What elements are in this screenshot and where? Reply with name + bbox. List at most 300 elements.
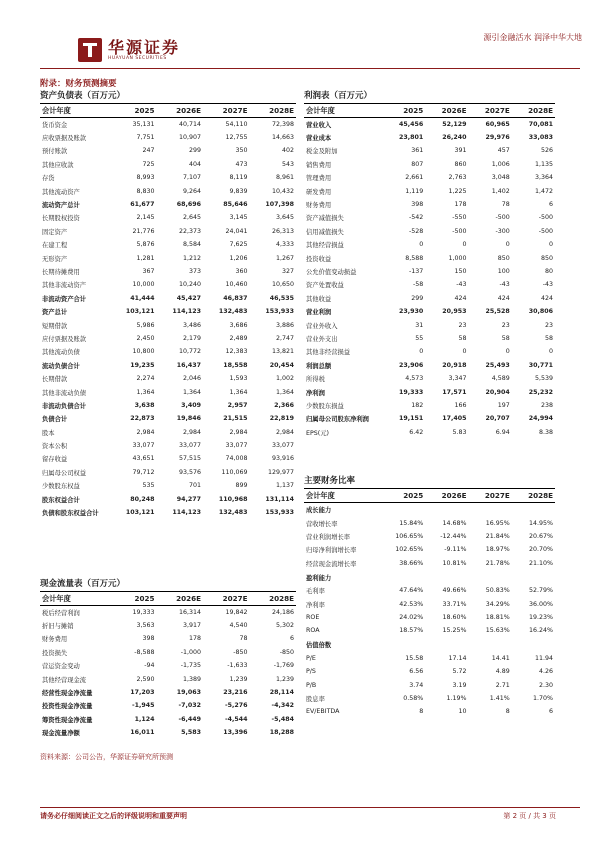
column-header: 2028E [512, 104, 555, 118]
cell-value: 18.57% [399, 627, 424, 635]
cell-value: 20,707 [485, 415, 510, 423]
cell-value: 2.30 [538, 681, 553, 689]
cell-value: 49.66% [442, 587, 467, 595]
row-label: 净利率 [306, 601, 325, 609]
table-row [40, 506, 296, 519]
column-header: 2028E [512, 489, 555, 503]
row-label: 在建工程 [42, 242, 68, 250]
cell-value [512, 638, 555, 652]
cell-value: 20.70% [528, 546, 553, 554]
cell-value: 14,663 [271, 134, 294, 142]
cell-value: 8,830 [136, 187, 155, 195]
cell-value: -9.11% [444, 546, 467, 554]
table-row [40, 211, 296, 224]
cell-value: 34.29% [485, 600, 510, 608]
balance-sheet-table [40, 103, 296, 519]
row-label: 净利润 [306, 389, 325, 397]
table-row [304, 184, 555, 197]
row-label: 货币资金 [42, 121, 68, 129]
cell-value: 178 [454, 201, 467, 209]
cell-value: 80,248 [130, 495, 155, 503]
cell-value: 33,083 [528, 134, 553, 142]
cell-value: 12,755 [225, 134, 248, 142]
row-label: 其他流动负债 [42, 349, 80, 357]
cell-value: 23 [501, 321, 510, 329]
cell-value: 1,364 [229, 388, 248, 396]
cell-value: 725 [142, 160, 155, 168]
row-label: 现金流量净额 [42, 730, 80, 738]
cell-value: 47.64% [399, 587, 424, 595]
cell-value: 7,625 [229, 241, 248, 249]
cell-value: 2,645 [182, 214, 201, 222]
row-label: 筹资性现金净流量 [42, 716, 93, 724]
table-row [304, 225, 555, 238]
cell-value: 10,772 [178, 348, 201, 356]
cell-value: -6,449 [178, 715, 201, 723]
cell-value: 391 [454, 147, 467, 155]
cell-value: 18,288 [269, 729, 294, 737]
table-row [304, 705, 555, 718]
row-label: 少数股东损益 [306, 402, 344, 410]
row-label: EV/EBITDA [306, 708, 340, 716]
row-label: 营业成本 [306, 135, 332, 143]
cell-value: 2.71 [495, 681, 510, 689]
cell-value: 33,077 [132, 442, 155, 450]
table-row [304, 131, 555, 144]
cell-value: 110,069 [221, 468, 248, 476]
cell-value: 3.19 [452, 681, 467, 689]
row-label: 长期股权投资 [42, 215, 80, 223]
cell-value: 14.95% [528, 519, 553, 527]
cell-value: -5,484 [271, 715, 294, 723]
table-row [40, 238, 296, 251]
cell-value: 6.56 [409, 668, 424, 676]
cell-value: -300 [495, 227, 510, 235]
cell-value: 404 [188, 160, 201, 168]
cell-value: 10,460 [225, 281, 248, 289]
cell-value: 3,886 [275, 321, 294, 329]
cell-value: -94 [144, 662, 155, 670]
cell-value: -7,032 [178, 702, 201, 710]
cell-value: 24,994 [528, 415, 553, 423]
row-label: 资产总计 [42, 309, 68, 317]
cell-value: -1,000 [180, 648, 201, 656]
cell-value: 21.84% [485, 533, 510, 541]
cell-value: 402 [281, 147, 294, 155]
row-label: 营运资金变动 [42, 663, 80, 671]
row-label: 研发费用 [306, 188, 332, 196]
cell-value: 424 [497, 294, 510, 302]
row-label: ROE [306, 614, 320, 622]
cell-value: 23 [458, 321, 467, 329]
table-row [40, 399, 296, 412]
cell-value: 1,364 [182, 388, 201, 396]
row-label: 财务费用 [42, 636, 68, 644]
data-source-note: 资料来源：公司公告，华源证券研究所预测 [40, 753, 173, 761]
table-row [40, 686, 296, 699]
cell-value: 0 [419, 241, 424, 249]
cell-value: 17,571 [442, 388, 467, 396]
column-header: 2027E [469, 104, 512, 118]
table-row [304, 158, 555, 171]
table-row [40, 305, 296, 318]
income-statement-table [304, 103, 555, 439]
table-row [304, 305, 555, 318]
cell-value: 4.89 [495, 668, 510, 676]
cell-value: 2,046 [182, 375, 201, 383]
cell-value: 197 [497, 401, 510, 409]
cell-value: 33,077 [271, 442, 294, 450]
cell-value: -528 [408, 227, 424, 235]
cell-value: 1,593 [229, 375, 248, 383]
cell-value: 94,277 [176, 495, 201, 503]
cell-value [425, 638, 468, 652]
row-label: 公允价值变动损益 [306, 268, 357, 276]
row-label: ROA [306, 627, 320, 635]
cell-value: 16.24% [528, 627, 553, 635]
cell-value [469, 638, 512, 652]
cell-value: 3,048 [491, 174, 510, 182]
cell-value: 33.71% [442, 600, 467, 608]
cell-value [425, 503, 468, 517]
cell-value: 20,904 [485, 388, 510, 396]
cell-value: 19,063 [176, 689, 201, 697]
column-header: 2027E [469, 489, 512, 503]
cell-value: 2,274 [136, 375, 155, 383]
table-row [40, 412, 296, 425]
cell-value: 38.66% [399, 559, 424, 567]
cell-value: 25,493 [485, 361, 510, 369]
table-row [304, 678, 555, 691]
cell-value: 41,444 [130, 294, 155, 302]
cell-value: 2,366 [274, 401, 294, 409]
table-row [40, 359, 296, 372]
cell-value: 114,123 [172, 308, 201, 316]
cell-value: 23,906 [398, 361, 424, 369]
cell-value: 114,123 [172, 509, 201, 517]
table-row [304, 198, 555, 211]
cell-value: 1,267 [275, 254, 294, 262]
row-label: 资产减值损失 [306, 215, 344, 223]
row-label: 估值倍数 [306, 642, 332, 650]
table-row [304, 345, 555, 358]
cell-value: 106.65% [395, 533, 424, 541]
table-row [40, 466, 296, 479]
table-row [304, 665, 555, 678]
cell-value: 23,930 [398, 308, 424, 316]
cell-value: 4,573 [405, 375, 424, 383]
column-header: 2026E [425, 489, 468, 503]
table-row [40, 699, 296, 712]
cell-value: 10,000 [132, 281, 155, 289]
cell-value: 16.95% [485, 519, 510, 527]
cell-value: 46,535 [269, 294, 294, 302]
row-label: 留存收益 [42, 456, 68, 464]
table-row [40, 632, 296, 645]
table-row [304, 543, 555, 556]
cell-value: 2,984 [229, 428, 248, 436]
header-divider [40, 68, 580, 69]
cell-value: 13,821 [271, 348, 294, 356]
cell-value: 4,589 [491, 375, 510, 383]
table-row [304, 611, 555, 624]
cell-value: 8,588 [405, 254, 424, 262]
cell-value: 14.41 [491, 654, 510, 662]
cell-value: 29,976 [485, 134, 510, 142]
cell-value: 16,011 [130, 729, 155, 737]
cell-value: 1,124 [134, 715, 155, 723]
table-row [40, 332, 296, 345]
cell-value: 10 [458, 708, 467, 716]
cell-value: 1,281 [136, 254, 155, 262]
column-header: 2028E [250, 104, 297, 118]
cell-value: 42.53% [399, 600, 424, 608]
cell-value: 10,800 [132, 348, 155, 356]
cell-value: 25,528 [485, 308, 510, 316]
row-label: 所得税 [306, 376, 325, 384]
cell-value: 4,540 [229, 622, 248, 630]
cell-value: 103,121 [125, 308, 155, 316]
row-label: 无形资产 [42, 255, 68, 263]
cell-value: 40,714 [178, 120, 201, 128]
cell-value: 26,240 [442, 134, 467, 142]
cell-value: 93,576 [178, 468, 201, 476]
row-label: 盈利能力 [306, 574, 332, 582]
cell-value: 72,398 [271, 120, 294, 128]
cell-value: 21.78% [485, 559, 510, 567]
ratios-section [304, 474, 555, 719]
cell-value: 18.81% [485, 614, 510, 622]
table-row [304, 118, 555, 131]
cell-value: 1,000 [448, 254, 467, 262]
row-label: 营业利润增长率 [306, 534, 351, 542]
table-row [304, 211, 555, 224]
table-row [304, 399, 555, 412]
cell-value: 19,235 [130, 361, 155, 369]
cell-value: 1,402 [491, 187, 510, 195]
row-label: 流动负债合计 [42, 362, 80, 370]
cell-value: 178 [188, 635, 201, 643]
table-row [40, 131, 296, 144]
cell-value: 1,364 [136, 388, 155, 396]
table-row [40, 726, 296, 739]
cell-value: 5,986 [136, 321, 155, 329]
row-label: 其他非流动负债 [42, 389, 87, 397]
cell-value: 15.63% [485, 627, 510, 635]
column-header: 2027E [203, 592, 250, 606]
row-label: 管理费用 [306, 175, 332, 183]
cell-value: 12,383 [225, 348, 248, 356]
logo-emblem-icon [78, 38, 102, 62]
cell-value: 61,677 [130, 201, 155, 209]
cell-value: 35,131 [132, 120, 155, 128]
logo-subtext: HUAYUAN SECURITIES [108, 55, 167, 61]
table-row [40, 479, 296, 492]
table-row [304, 584, 555, 597]
cell-value: 16,314 [178, 608, 201, 616]
cell-value [469, 503, 512, 517]
logo-text: 华源证券 [108, 37, 181, 57]
cell-value: -58 [412, 281, 424, 289]
row-label: 其他应收款 [42, 161, 74, 169]
row-label: 负债合计 [42, 416, 68, 424]
cell-value: 110,968 [218, 495, 248, 503]
row-label: 其他收益 [306, 295, 332, 303]
cell-value: 54,110 [225, 120, 248, 128]
cell-value: 10,432 [271, 187, 294, 195]
cell-value: 13,396 [223, 729, 248, 737]
row-label: 短期借款 [42, 322, 68, 330]
cell-value [382, 503, 425, 517]
cell-value [425, 570, 468, 584]
cell-value: 36.00% [528, 600, 553, 608]
cell-value: 0 [505, 241, 510, 249]
cell-value: 14.68% [442, 519, 467, 527]
cell-value: 350 [235, 147, 248, 155]
cell-value: 543 [281, 160, 294, 168]
cell-value: 102.65% [395, 546, 424, 554]
cell-value: 2,590 [136, 675, 155, 683]
row-label: 其他经营损益 [306, 242, 344, 250]
cell-value: 8.38 [538, 428, 553, 436]
cell-value: 11.94 [534, 654, 553, 662]
cell-value: -500 [538, 214, 553, 222]
cell-value: -43 [542, 281, 553, 289]
cell-value: 3,917 [182, 622, 201, 630]
cell-value: 19,333 [398, 388, 424, 396]
table-row [40, 452, 296, 465]
cell-value: 0 [505, 348, 510, 356]
cell-value: 15.84% [399, 519, 424, 527]
cell-value: 58 [501, 334, 510, 342]
table-row [40, 372, 296, 385]
cell-value: 6 [548, 708, 553, 716]
cell-value: 52.79% [528, 587, 553, 595]
cell-value: 850 [540, 254, 553, 262]
cell-value: -1,735 [180, 662, 201, 670]
cell-value: 4.26 [538, 668, 553, 676]
table-row [40, 251, 296, 264]
column-header: 2026E [425, 104, 468, 118]
cell-value: 7,751 [136, 134, 155, 142]
row-label: 成长能力 [306, 507, 332, 515]
table-row [304, 372, 555, 385]
cell-value: 18,558 [223, 361, 248, 369]
cell-value: 31 [415, 321, 424, 329]
row-label: 营业收入 [306, 121, 332, 129]
table-row [40, 492, 296, 505]
row-label: 负债和股东权益合计 [42, 510, 99, 518]
cell-value: 2,450 [136, 334, 155, 342]
cell-value: 0 [419, 348, 424, 356]
table-row [40, 144, 296, 157]
row-label: 固定资产 [42, 228, 68, 236]
cell-value: 2,145 [136, 214, 155, 222]
cell-value: 131,114 [265, 495, 294, 503]
row-label: 资产处置收益 [306, 282, 344, 290]
table-row [304, 385, 555, 398]
cell-value: -500 [538, 227, 553, 235]
table-row [304, 265, 555, 278]
cell-value: 70,081 [528, 120, 553, 128]
cell-value: 45,456 [398, 120, 424, 128]
row-label: 折旧与摊销 [42, 623, 74, 631]
cell-value: 19,842 [225, 608, 248, 616]
cell-value [512, 570, 555, 584]
table-row [40, 385, 296, 398]
table-row [40, 292, 296, 305]
table-row [40, 184, 296, 197]
cell-value: 43,651 [132, 455, 155, 463]
cell-value: -500 [452, 227, 467, 235]
table-row [304, 503, 555, 517]
row-label: 投资损失 [42, 649, 68, 657]
column-header: 会计年度 [304, 489, 382, 503]
cell-value: 327 [281, 267, 294, 275]
cell-value: 1.41% [489, 694, 510, 702]
cell-value: 5,302 [275, 622, 294, 630]
table-row [40, 278, 296, 291]
cell-value: 50.83% [485, 587, 510, 595]
cell-value: 85,646 [223, 201, 248, 209]
table-row [40, 619, 296, 632]
cell-value: 899 [235, 482, 248, 490]
row-label: 应收票据及账款 [42, 135, 87, 143]
cell-value: 129,977 [267, 468, 294, 476]
cell-value: 1,364 [275, 388, 294, 396]
cash-flow-table [40, 591, 296, 739]
cell-value: 10,240 [178, 281, 201, 289]
cell-value: -43 [499, 281, 510, 289]
cell-value: 153,933 [265, 509, 294, 517]
cell-value: 23 [544, 321, 553, 329]
cell-value: 93,916 [271, 455, 294, 463]
cell-value: 5.83 [452, 428, 467, 436]
cell-value: 57,515 [178, 455, 201, 463]
cell-value: 424 [540, 294, 553, 302]
cell-value: 9,839 [229, 187, 248, 195]
cell-value: 9,264 [182, 187, 201, 195]
cell-value: 807 [411, 160, 424, 168]
table-row [304, 570, 555, 584]
cell-value: 19,151 [398, 415, 424, 423]
income-statement-section [304, 89, 555, 439]
cell-value: 17,203 [130, 689, 155, 697]
row-label: 非流动资产合计 [42, 295, 87, 303]
cell-value: 20,918 [442, 361, 467, 369]
row-label: 经营性现金净流量 [42, 690, 93, 698]
table-row [304, 359, 555, 372]
cell-value: 3,364 [534, 174, 553, 182]
cell-value: 10.81% [442, 559, 467, 567]
row-label: 存货 [42, 175, 55, 183]
income-statement-title: 利润表（百万元） [304, 91, 373, 101]
table-row [304, 530, 555, 543]
balance-sheet-title: 资产负债表（百万元） [40, 91, 126, 101]
cell-value: 5,539 [534, 375, 553, 383]
cell-value: 5,583 [181, 729, 201, 737]
cell-value: 238 [540, 401, 553, 409]
cell-value: 22,819 [269, 415, 294, 423]
row-label: 少数股东权益 [42, 483, 80, 491]
cell-value: 2,957 [227, 401, 248, 409]
cell-value: 1,002 [275, 375, 294, 383]
cell-value: 247 [142, 147, 155, 155]
cell-value: -850 [233, 648, 248, 656]
cell-value: -137 [408, 267, 424, 275]
cell-value: 1,472 [534, 187, 553, 195]
cell-value: 2,179 [182, 334, 201, 342]
